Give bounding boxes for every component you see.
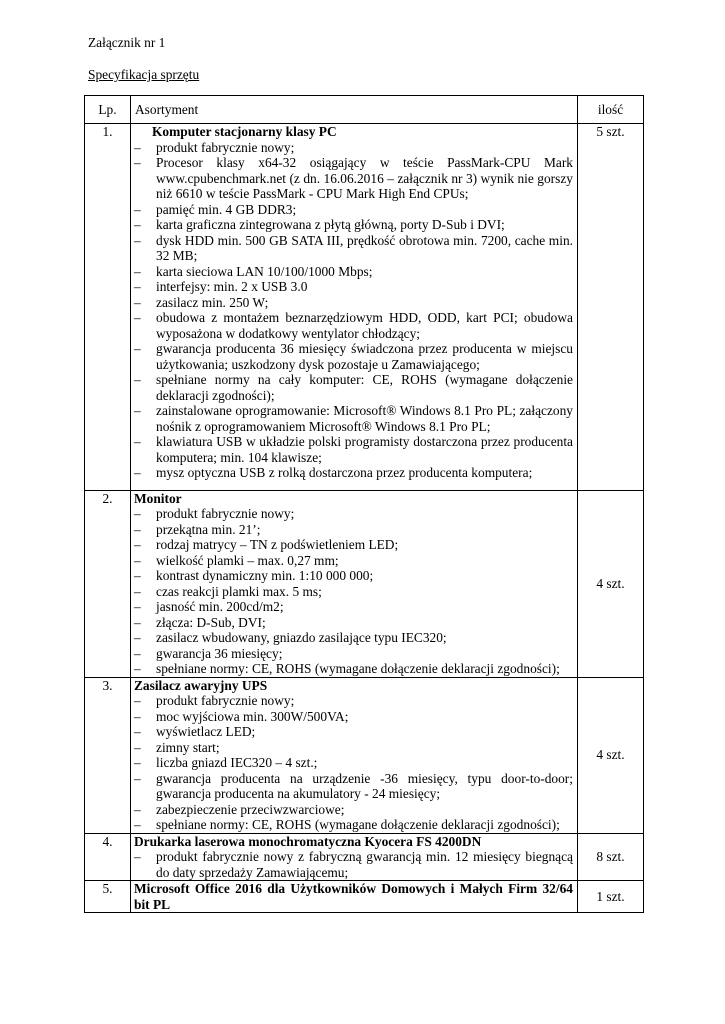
table-row (85, 124, 644, 491)
spec-item: – czas reakcji plamki max. 5 ms; (134, 584, 573, 600)
product-title: Monitor (134, 490, 182, 506)
spec-item: – karta graficzna zintegrowana z płytą główną, porty D-Sub i DVI; (134, 217, 573, 233)
spec-item: – jasność min. 200cd/m2; (134, 599, 573, 615)
spec-item: – spełniane normy: CE, ROHS (wymagane dołączenie deklaracji zgodności); (134, 661, 573, 677)
spec-list (134, 506, 573, 677)
product-title: Microsoft Office 2016 dla Użytkowników Domowych i Małych Firm 32/64 bit PL (134, 881, 573, 912)
column-header-assortment: Asortyment (131, 96, 578, 124)
spec-item: – mysz optyczna USB z rolką dostarczona przez producenta komputera; (134, 465, 573, 481)
spec-item: – obudowa z montażem beznarzędziowym HDD, ODD, kart PCI; obudowa wyposażona w dodatkowy wentylator chłodzący; (134, 310, 573, 341)
row-quantity: 5 szt. (578, 124, 644, 491)
spec-item: – wielkość plamki – max. 0,27 mm; (134, 553, 573, 569)
spec-item: – zimny start; (134, 740, 573, 756)
row-number: 5. (85, 881, 131, 913)
spec-item: – zabezpieczenie przeciwzwarciowe; (134, 802, 573, 818)
row-quantity: 4 szt. (578, 677, 644, 833)
column-header-qty: ilość (578, 96, 644, 124)
product-title: Drukarka laserowa monochromatyczna Kyocera FS 4200DN (134, 833, 482, 849)
spec-item: – spełniane normy: CE, ROHS (wymagane dołączenie deklaracji zgodności); (134, 817, 573, 833)
spec-table (84, 95, 644, 913)
table-row (85, 490, 644, 677)
row-number: 2. (85, 490, 131, 677)
row-number: 3. (85, 677, 131, 833)
row-number: 4. (85, 833, 131, 881)
column-header-lp: Lp. (85, 96, 131, 124)
spec-item: – wyświetlacz LED; (134, 724, 573, 740)
row-number: 1. (85, 124, 131, 491)
spec-item: – produkt fabrycznie nowy; (134, 506, 573, 522)
spec-item: – liczba gniazd IEC320 – 4 szt.; (134, 755, 573, 771)
row-quantity: 8 szt. (578, 833, 644, 881)
spec-item: – kontrast dynamiczny min. 1:10 000 000; (134, 568, 573, 584)
spec-item: – gwarancja producenta 36 miesięcy świadczona przez producenta w miejscu użytkowania; uszkodzony dysk pozostaje u Zamawiającego; (134, 341, 573, 372)
spec-item: – pamięć min. 4 GB DDR3; (134, 202, 573, 218)
row-quantity: 1 szt. (578, 881, 644, 913)
spec-item: – gwarancja 36 miesięcy; (134, 646, 573, 662)
spec-item: – produkt fabrycznie nowy; (134, 693, 573, 709)
spec-title: Specyfikacja sprzętu (88, 67, 200, 82)
table-header-row (85, 96, 644, 124)
spec-item: – interfejsy: min. 2 x USB 3.0 (134, 279, 573, 295)
annex-label: Załącznik nr 1 (88, 35, 166, 50)
row-description (131, 833, 578, 881)
row-quantity: 4 szt. (578, 490, 644, 677)
table-row (85, 881, 644, 913)
row-description (131, 490, 578, 677)
spec-list (134, 849, 573, 880)
row-description (131, 124, 578, 491)
spec-item: – dysk HDD min. 500 GB SATA III, prędkość obrotowa min. 7200, cache min. 32 MB; (134, 233, 573, 264)
row-description (131, 881, 578, 913)
table-row (85, 677, 644, 833)
spec-item: – zainstalowane oprogramowanie: Microsoft® Windows 8.1 Pro PL; załączony nośnik z oprogramowaniem Microsoft® Windows 8.1 Pro PL; (134, 403, 573, 434)
table-row (85, 833, 644, 881)
spec-item: – produkt fabrycznie nowy; (134, 140, 573, 156)
spec-item: – zasilacz wbudowany, gniazdo zasilające typu IEC320; (134, 630, 573, 646)
spec-item: – produkt fabrycznie nowy z fabryczną gwarancją min. 12 miesięcy biegnącą do daty sprzedaży Zamawiającemu; (134, 849, 573, 880)
spec-item: – przekątna min. 21’; (134, 522, 573, 538)
row-description (131, 677, 578, 833)
spec-item: – klawiatura USB w układzie polski programisty dostarczona przez producenta komputera; min. 104 klawisze; (134, 434, 573, 465)
spec-item: – Procesor klasy x64-32 osiągający w teście PassMark-CPU Mark www.cpubenchmark.net (z dn. 16.06.2016 – załącznik nr 3) wynik nie gorszy niż 6610 w teście PassMark - CPU Mark High End CPUs; (134, 155, 573, 202)
spec-item: – zasilacz min. 250 W; (134, 295, 573, 311)
product-title: Komputer stacjonarny klasy PC (152, 124, 337, 139)
spec-list (134, 693, 573, 833)
spec-item: – moc wyjściowa min. 300W/500VA; (134, 709, 573, 725)
spec-item: – gwarancja producenta na urządzenie -36 miesięcy, typu door-to-door; gwarancja producenta na akumulatory - 24 miesięcy; (134, 771, 573, 802)
spec-item: – złącza: D-Sub, DVI; (134, 615, 573, 631)
spec-item: – karta sieciowa LAN 10/100/1000 Mbps; (134, 264, 573, 280)
product-title: Zasilacz awaryjny UPS (134, 677, 268, 693)
spec-item: – rodzaj matrycy – TN z podświetleniem LED; (134, 537, 573, 553)
spec-item: – spełniane normy na cały komputer: CE, ROHS (wymagane dołączenie deklaracji zgodności); (134, 372, 573, 403)
spec-list (134, 140, 573, 481)
